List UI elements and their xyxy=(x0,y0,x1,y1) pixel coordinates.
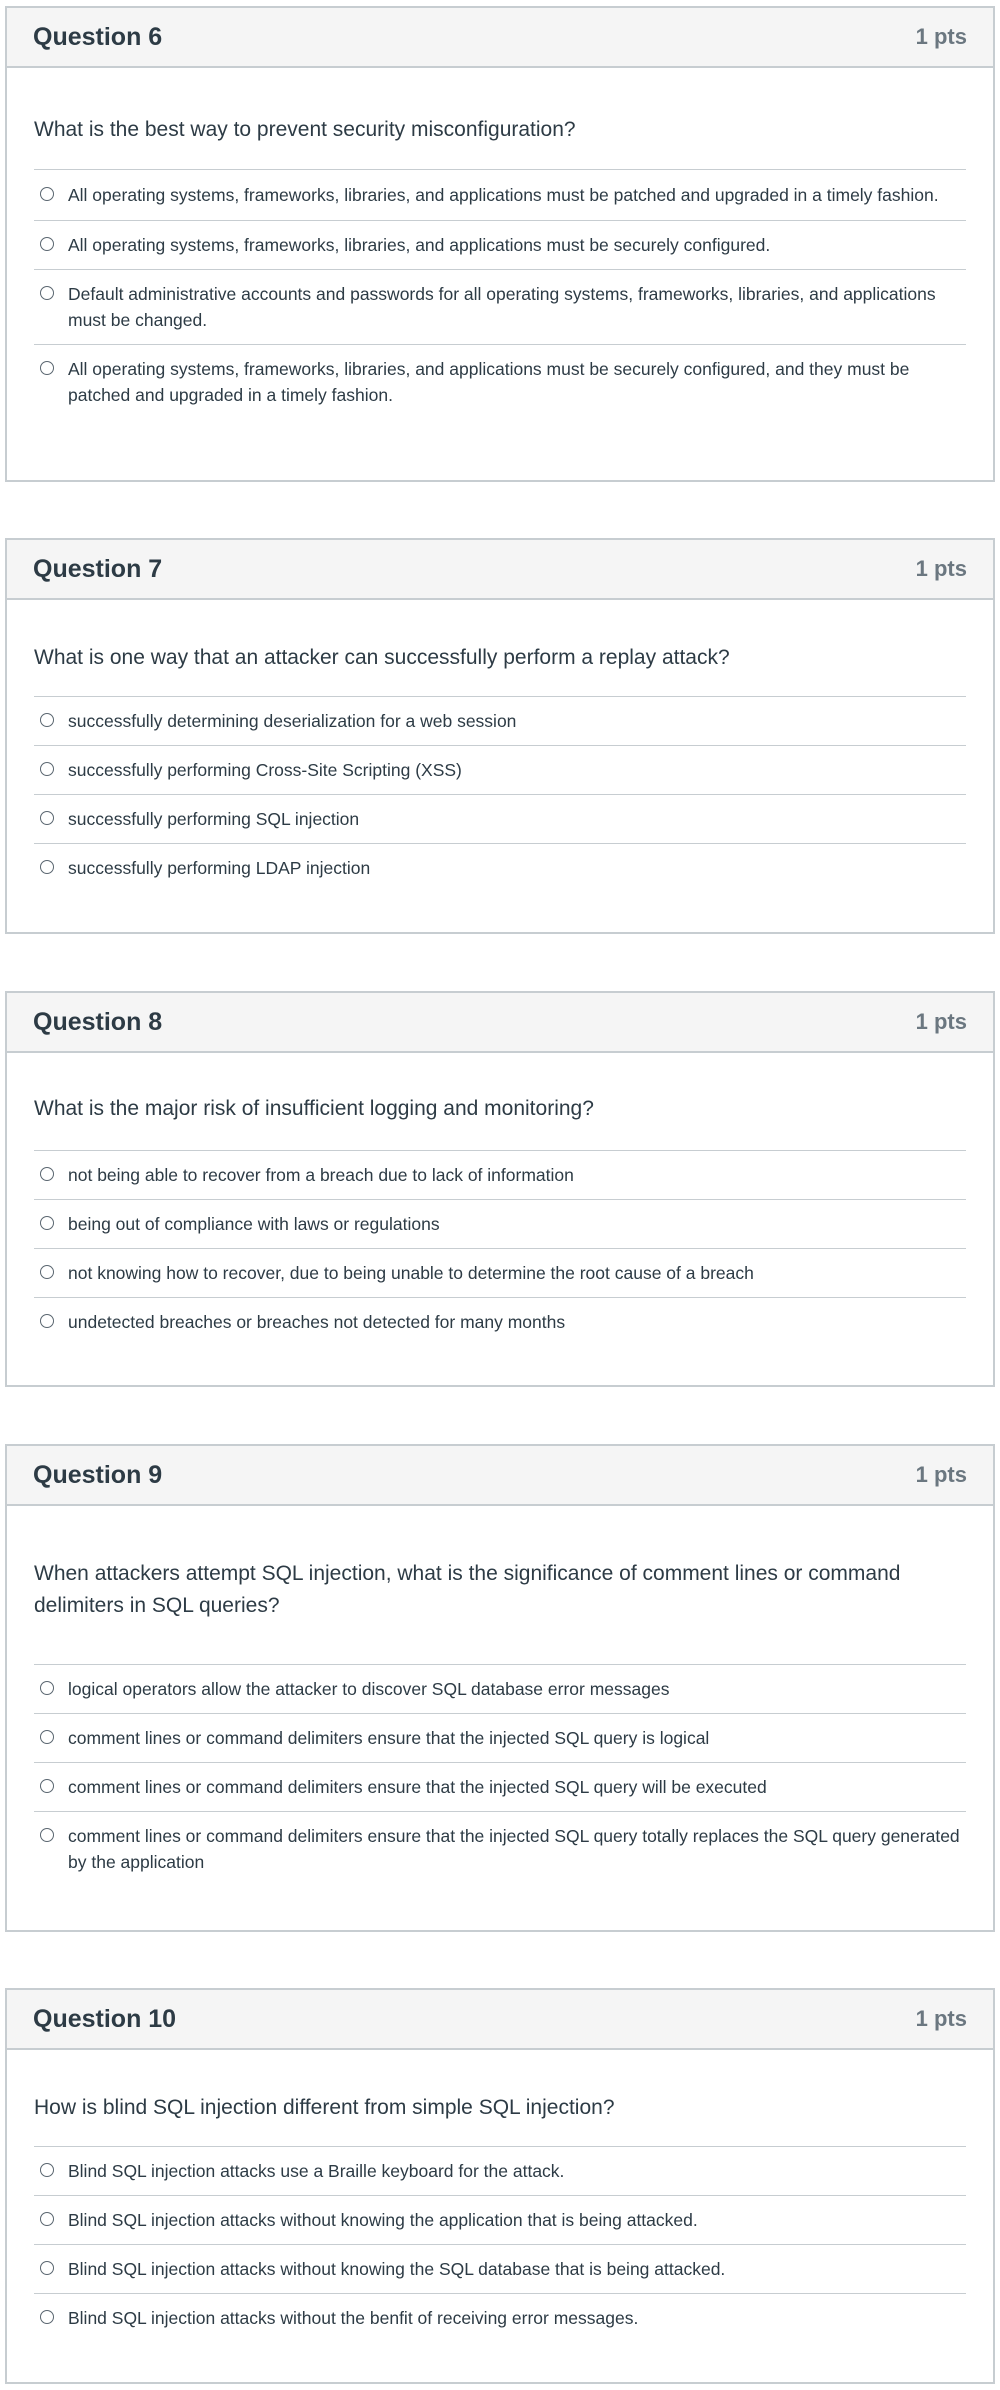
question-header xyxy=(7,1990,993,2050)
answer-list xyxy=(34,169,966,419)
question-header xyxy=(7,1446,993,1506)
question-header xyxy=(7,540,993,600)
answer-option[interactable] xyxy=(34,1763,966,1812)
question-title: Question 6 xyxy=(33,22,163,51)
answer-text: comment lines or command delimiters ensure that the injected SQL query will be executed xyxy=(68,1777,767,1797)
answer-option[interactable] xyxy=(34,1714,966,1763)
answer-text: All operating systems, frameworks, libraries, and applications must be patched and upgraded in a timely fashion. xyxy=(68,185,939,205)
radio-button[interactable] xyxy=(40,2212,54,2226)
answer-option[interactable] xyxy=(34,1200,966,1249)
answer-text: being out of compliance with laws or regulations xyxy=(68,1214,440,1234)
answer-option[interactable] xyxy=(34,697,966,746)
question-card-8 xyxy=(5,991,995,1387)
radio-button[interactable] xyxy=(40,2163,54,2177)
answer-text: comment lines or command delimiters ensure that the injected SQL query is logical xyxy=(68,1728,710,1748)
question-text: What is one way that an attacker can successfully perform a replay attack? xyxy=(34,646,730,669)
answer-text: successfully performing SQL injection xyxy=(68,809,360,829)
answer-text: Blind SQL injection attacks without knowing the application that is being attacked. xyxy=(68,2210,698,2230)
question-points: 1 pts xyxy=(915,24,967,49)
answer-list xyxy=(34,696,966,892)
answer-text: not knowing how to recover, due to being unable to determine the root cause of a breach xyxy=(68,1263,754,1283)
answer-list xyxy=(34,1664,966,1886)
question-header xyxy=(7,993,993,1053)
radio-button[interactable] xyxy=(40,2310,54,2324)
question-title: Question 7 xyxy=(33,554,163,583)
answer-text: successfully performing Cross-Site Scripting (XSS) xyxy=(68,760,462,780)
answer-text: not being able to recover from a breach due to lack of information xyxy=(68,1165,574,1185)
radio-button[interactable] xyxy=(40,1779,54,1793)
answer-option[interactable] xyxy=(34,746,966,795)
answer-option[interactable] xyxy=(34,1812,966,1886)
answer-text: undetected breaches or breaches not detected for many months xyxy=(68,1312,566,1332)
question-title: Question 10 xyxy=(33,2004,177,2033)
radio-button[interactable] xyxy=(40,762,54,776)
question-card-10 xyxy=(5,1988,995,2384)
answer-option[interactable] xyxy=(34,1298,966,1346)
radio-button[interactable] xyxy=(40,1314,54,1328)
question-text: What is the major risk of insufficient logging and monitoring? xyxy=(34,1097,594,1120)
answer-text: comment lines or command delimiters ensure that the injected SQL query totally replaces the SQL query generated by the application xyxy=(68,1826,960,1872)
question-title: Question 8 xyxy=(33,1007,163,1036)
question-points: 1 pts xyxy=(915,2006,967,2031)
radio-button[interactable] xyxy=(40,713,54,727)
answer-option[interactable] xyxy=(34,170,966,221)
answer-option[interactable] xyxy=(34,2245,966,2294)
radio-button[interactable] xyxy=(40,1167,54,1181)
question-card-6 xyxy=(5,6,995,482)
answer-option[interactable] xyxy=(34,221,966,270)
answer-option[interactable] xyxy=(34,795,966,844)
answer-option[interactable] xyxy=(34,2147,966,2196)
question-points: 1 pts xyxy=(915,556,967,581)
question-points: 1 pts xyxy=(915,1462,967,1487)
answer-option[interactable] xyxy=(34,2294,966,2342)
radio-button[interactable] xyxy=(40,811,54,825)
answer-list xyxy=(34,1150,966,1346)
radio-button[interactable] xyxy=(40,1265,54,1279)
radio-button[interactable] xyxy=(40,1681,54,1695)
radio-button[interactable] xyxy=(40,1216,54,1230)
answer-option[interactable] xyxy=(34,1665,966,1714)
question-card-7 xyxy=(5,538,995,934)
radio-button[interactable] xyxy=(40,2261,54,2275)
radio-button[interactable] xyxy=(40,286,54,300)
answer-text: Blind SQL injection attacks without the benfit of receiving error messages. xyxy=(68,2308,639,2328)
radio-button[interactable] xyxy=(40,1828,54,1842)
answer-text: logical operators allow the attacker to discover SQL database error messages xyxy=(68,1679,670,1699)
radio-button[interactable] xyxy=(40,1730,54,1744)
radio-button[interactable] xyxy=(40,237,54,251)
answer-text: successfully determining deserialization for a web session xyxy=(68,711,517,731)
question-text: What is the best way to prevent security misconfiguration? xyxy=(34,118,576,141)
radio-button[interactable] xyxy=(40,361,54,375)
answer-list xyxy=(34,2146,966,2342)
answer-option[interactable] xyxy=(34,844,966,892)
answer-text: Blind SQL injection attacks use a Braille keyboard for the attack. xyxy=(68,2161,565,2181)
question-title: Question 9 xyxy=(33,1460,163,1489)
answer-option[interactable] xyxy=(34,270,966,345)
question-points: 1 pts xyxy=(915,1009,967,1034)
answer-text: All operating systems, frameworks, libraries, and applications must be securely configured, and they must be patched and upgraded in a timely fashion. xyxy=(68,359,910,405)
answer-text: Default administrative accounts and passwords for all operating systems, frameworks, libraries, and applications must be changed. xyxy=(68,284,936,330)
question-text: When attackers attempt SQL injection, what is the significance of comment lines or command delimiters in SQL queries? xyxy=(34,1562,901,1617)
answer-option[interactable] xyxy=(34,345,966,419)
answer-text: Blind SQL injection attacks without knowing the SQL database that is being attacked. xyxy=(68,2259,726,2279)
answer-option[interactable] xyxy=(34,1151,966,1200)
radio-button[interactable] xyxy=(40,187,54,201)
question-header xyxy=(7,8,993,68)
answer-option[interactable] xyxy=(34,1249,966,1298)
answer-text: All operating systems, frameworks, libraries, and applications must be securely configured. xyxy=(68,235,771,255)
question-card-9 xyxy=(5,1444,995,1932)
radio-button[interactable] xyxy=(40,860,54,874)
answer-text: successfully performing LDAP injection xyxy=(68,858,371,878)
question-text: How is blind SQL injection different from simple SQL injection? xyxy=(34,2096,615,2119)
answer-option[interactable] xyxy=(34,2196,966,2245)
